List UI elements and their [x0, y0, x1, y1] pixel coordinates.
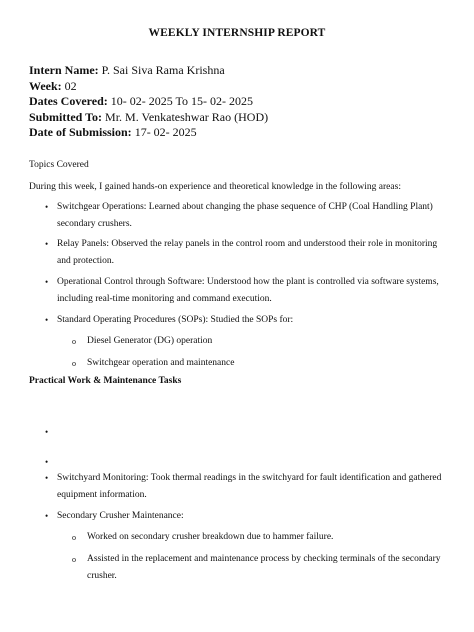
- list-item-text: Relay Panels: Observed the relay panels in the control room and understood their role in monitoring and protection.: [57, 239, 438, 266]
- list-item-text: Standard Operating Procedures (SOPs): Studied the SOPs for:: [57, 315, 294, 325]
- bullet-glyph: •: [45, 511, 49, 521]
- bullet-glyph: •: [45, 202, 49, 212]
- report-meta: [29, 63, 268, 141]
- sub-bullet-glyph: o: [72, 359, 76, 368]
- meta-label: Week:: [29, 78, 62, 93]
- meta-value: 17- 02- 2025: [131, 125, 197, 139]
- report-title: WEEKLY INTERNSHIP REPORT: [148, 27, 326, 39]
- meta-value: P. Sai Siva Rama Krishna: [98, 63, 225, 77]
- bullet-glyph: •: [45, 473, 49, 483]
- meta-value: 02: [61, 78, 77, 93]
- sub-list-item-text: Worked on secondary crusher breakdown due to hammer failure.: [87, 532, 334, 542]
- list-item-text: Switchyard Monitoring: Took thermal readings in the switchyard for fault identification and gathered equipment information.: [57, 473, 442, 500]
- meta-intern-name: [29, 63, 268, 79]
- topics-intro: During this week, I gained hands-on experience and theoretical knowledge in the following areas:: [29, 182, 401, 192]
- bullet-glyph: •: [45, 315, 49, 325]
- meta-label: Submitted To:: [29, 109, 103, 124]
- meta-dates-covered: [29, 94, 268, 110]
- meta-value: Mr. M. Venkateshwar Rao (HOD): [102, 109, 269, 124]
- meta-value: 10- 02- 2025 To 15- 02- 2025: [107, 94, 254, 108]
- meta-label: Intern Name:: [29, 63, 99, 77]
- bullet-glyph: •: [45, 427, 49, 437]
- list-item-text: Operational Control through Software: Understood how the plant is controlled via software systems, including real-time monitoring and command execution.: [57, 277, 439, 304]
- meta-label: Date of Submission:: [29, 125, 132, 139]
- sub-list-item-text: Switchgear operation and maintenance: [87, 358, 235, 368]
- list-item-text: Switchgear Operations: Learned about changing the phase sequence of CHP (Coal Handling Plant) secondary crushers.: [57, 202, 433, 229]
- meta-date-of-submission: [29, 125, 268, 141]
- sub-bullet-glyph: o: [72, 337, 76, 346]
- bullet-glyph: •: [45, 457, 49, 467]
- sub-list-item-text: Assisted in the replacement and maintenance process by checking terminals of the secondary crusher.: [87, 554, 441, 581]
- sub-list-item-text: Diesel Generator (DG) operation: [87, 336, 213, 346]
- list-item-text: Secondary Crusher Maintenance:: [57, 511, 184, 521]
- sub-bullet-glyph: o: [72, 533, 76, 542]
- meta-submitted-to: [29, 110, 268, 126]
- bullet-glyph: •: [45, 239, 49, 249]
- sub-bullet-glyph: o: [72, 555, 76, 564]
- meta-week: [29, 79, 268, 95]
- bullet-glyph: •: [45, 277, 49, 287]
- practical-heading: Practical Work & Maintenance Tasks: [29, 376, 182, 386]
- topics-heading: Topics Covered: [29, 160, 89, 170]
- meta-label: Dates Covered:: [29, 94, 108, 108]
